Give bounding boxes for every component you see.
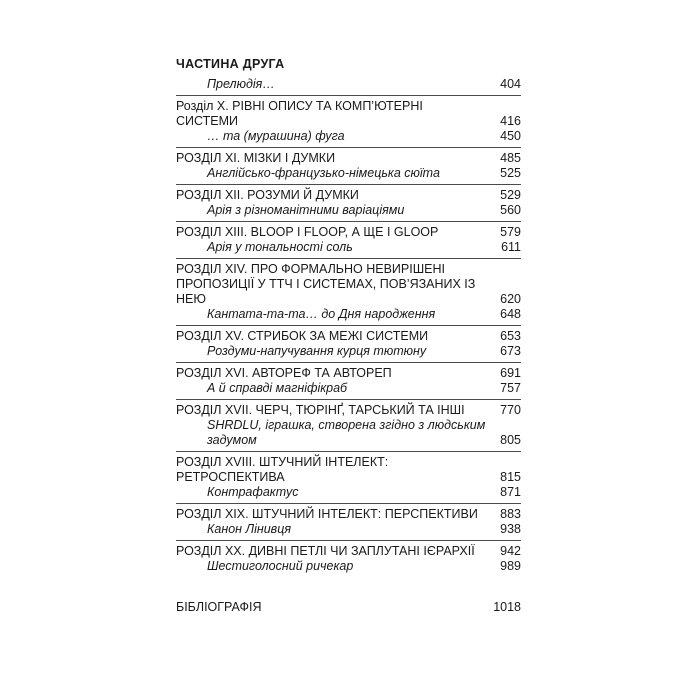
toc-chapter[interactable] [176, 366, 521, 381]
toc-chapter[interactable] [176, 225, 521, 240]
toc-group [176, 366, 521, 400]
toc-group [176, 329, 521, 363]
toc-subentry-title: Контрафактус [207, 485, 299, 499]
toc-subentry-title: Англійсько-французько-німецька сюїта [207, 166, 440, 180]
toc-chapter-page: 529 [500, 188, 521, 202]
toc-subentry[interactable] [176, 129, 521, 144]
toc-chapter-title: РОЗДІЛ XV. СТРИБОК ЗА МЕЖІ СИСТЕМИ [176, 329, 429, 343]
toc-chapter-title: РОЗДІЛ XVII. ЧЕРЧ, ТЮРІНҐ, ТАРСЬКИЙ ТА ІНШІ [176, 403, 465, 417]
toc-subentry-title-line1: SHRDLU, іграшка, створена згідно з людським [207, 418, 486, 432]
table-of-contents [176, 57, 521, 615]
toc-chapter-title: РОЗДІЛ XX. ДИВНІ ПЕТЛІ ЧИ ЗАПЛУТАНІ ІЄРАРХІЇ [176, 544, 475, 558]
toc-subentry-page: 648 [500, 307, 521, 321]
toc-chapter-title: РОЗДІЛ XIII. BLOOP І FLOOP, А ЩЕ І GLOOP [176, 225, 439, 239]
toc-subentry-title [207, 418, 500, 448]
toc-chapter[interactable] [176, 99, 521, 129]
toc-chapter[interactable] [176, 403, 521, 418]
toc-subentry-page: 525 [500, 166, 521, 180]
toc-chapter[interactable] [176, 507, 521, 522]
toc-chapter-page: 770 [500, 403, 521, 417]
toc-subentry-title: … та (мурашина) фуга [207, 129, 345, 143]
toc-subentry[interactable] [176, 307, 521, 322]
part-title: ЧАСТИНА ДРУГА [176, 57, 285, 71]
toc-bibliography-title: БІБЛІОГРАФІЯ [176, 600, 262, 614]
toc-chapter-page: 942 [500, 544, 521, 558]
toc-subentry-title: Кантата-та-та… до Дня народження [207, 307, 436, 321]
toc-subentry-title: Канон Лінивця [207, 522, 292, 536]
toc-subentry-title: Роздуми-напучування курця тютюну [207, 344, 427, 358]
toc-bibliography-page: 1018 [493, 600, 521, 614]
toc-subentry-page: 871 [500, 485, 521, 499]
toc-group [176, 151, 521, 185]
toc-subentry[interactable] [176, 559, 521, 574]
toc-chapter[interactable] [176, 151, 521, 166]
toc-group [176, 455, 521, 504]
toc-subentry-page: 757 [500, 381, 521, 395]
toc-subentry-page: 989 [500, 559, 521, 573]
toc-subentry[interactable] [176, 485, 521, 500]
toc-subentry-page: 450 [500, 129, 521, 143]
toc-chapter[interactable] [176, 544, 521, 559]
toc-chapter-title-line2: ПРОПОЗИЦІЇ У ТТЧ І СИСТЕМАХ, ПОВ’ЯЗАНИХ ІЗ НЕЮ [176, 277, 476, 306]
toc-chapter-title: РОЗДІЛ XVIII. ШТУЧНИЙ ІНТЕЛЕКТ: РЕТРОСПЕКТИВА [176, 455, 389, 484]
toc-group [176, 225, 521, 259]
toc-chapter[interactable] [176, 262, 521, 307]
toc-subentry-page: 611 [501, 240, 521, 254]
toc-chapter-page: 691 [500, 366, 521, 380]
toc-group [176, 77, 521, 96]
toc-subentry[interactable] [176, 418, 521, 448]
toc-subentry[interactable] [176, 203, 521, 218]
toc-chapter-page: 653 [500, 329, 521, 343]
toc-bibliography[interactable] [176, 600, 521, 615]
toc-subentry[interactable] [176, 240, 521, 255]
toc-subentry[interactable] [176, 522, 521, 537]
toc-chapter-page: 883 [500, 507, 521, 521]
toc-subentry-title: А й справді магніфікраб [207, 381, 348, 395]
toc-subentry-page: 560 [500, 203, 521, 217]
toc-subentry-page: 938 [500, 522, 521, 536]
toc-chapter-title: РОЗДІЛ XVI. АВТОРЕФ ТА АВТОРЕП [176, 366, 392, 380]
toc-subentry-title-line2: задумом [207, 433, 257, 447]
toc-group [176, 507, 521, 541]
toc-subentry-page: 404 [500, 77, 521, 91]
toc-chapter-title: РОЗДІЛ XII. РОЗУМИ Й ДУМКИ [176, 188, 359, 202]
toc-chapter-page: 416 [500, 114, 521, 128]
toc-subentry[interactable] [176, 166, 521, 181]
toc-subentry-title: Арія у тональності соль [207, 240, 353, 254]
toc-chapter-page: 579 [500, 225, 521, 239]
toc-group [176, 403, 521, 452]
toc-chapter[interactable] [176, 188, 521, 203]
toc-group [176, 99, 521, 148]
toc-chapter-page: 620 [500, 292, 521, 306]
toc-chapter-title: РОЗДІЛ XIX. ШТУЧНИЙ ІНТЕЛЕКТ: ПЕРСПЕКТИВИ [176, 507, 478, 521]
toc-chapter[interactable] [176, 455, 521, 485]
toc-chapter-title-line1: РОЗДІЛ XIV. ПРО ФОРМАЛЬНО НЕВИРІШЕНІ [176, 262, 446, 276]
toc-subentry[interactable] [176, 344, 521, 359]
toc-subentry[interactable] [176, 381, 521, 396]
toc-chapter[interactable] [176, 329, 521, 344]
toc-group [176, 544, 521, 577]
toc-chapter-title: Розділ X. РІВНІ ОПИСУ ТА КОМП’ЮТЕРНІ СИСТЕМИ [176, 99, 423, 128]
toc-subentry-title: Прелюдія… [207, 77, 275, 91]
toc-chapter-page: 485 [500, 151, 521, 165]
spacer [176, 580, 521, 600]
toc-subentry-page: 805 [500, 433, 521, 447]
toc-subentry-page: 673 [500, 344, 521, 358]
toc-subentry[interactable] [176, 77, 521, 92]
toc-subentry-title: Шестиголосний ричекар [207, 559, 354, 573]
toc-group [176, 188, 521, 222]
toc-subentry-title: Арія з різноманітними варіаціями [207, 203, 405, 217]
toc-group [176, 262, 521, 326]
toc-chapter-page: 815 [500, 470, 521, 484]
toc-chapter-title [176, 262, 500, 307]
toc-chapter-title: РОЗДІЛ XI. МІЗКИ І ДУМКИ [176, 151, 336, 165]
